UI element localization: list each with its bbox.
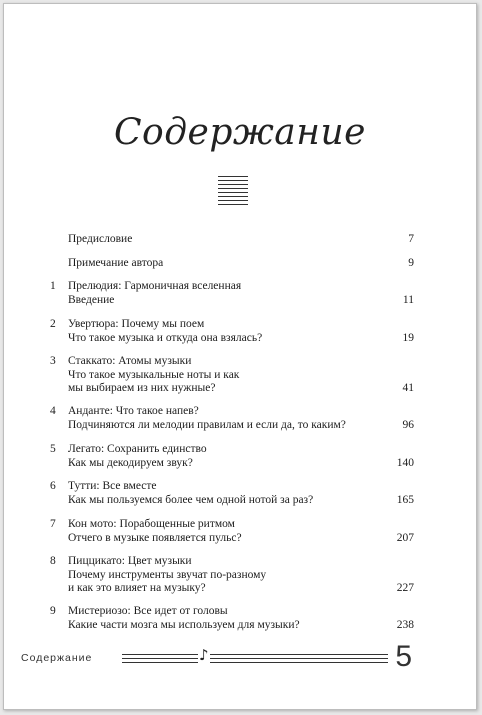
chapter-number: 1 [50,280,56,292]
footer-staff-lines [122,652,388,666]
page-ref: 96 [402,418,414,431]
chapter-number: 6 [50,480,56,492]
entry-title-line: Подчиняются ли мелодии правилам и если да, то каким? [68,418,346,431]
entry-title-line: Увертюра: Почему мы поем [68,318,205,330]
page-number: 5 [395,640,412,673]
entry-title-line: Пиццикато: Цвет музыки [68,555,192,567]
entry-title [68,605,358,632]
entry-title-line: Примечание автора [68,257,164,269]
page-title: Содержание [114,112,366,153]
page-ref: 11 [402,293,414,306]
entry-title [68,280,358,307]
staff-lines-ornament [218,176,248,206]
page-ref: 238 [396,618,414,631]
entry-title-line: Отчего в музыке появляется пульс? [68,531,242,544]
entry-title-line: Анданте: Что такое напев? [68,405,199,417]
entry-title-line: мы выбираем из них нужные? [68,382,216,394]
entry-title-line: Что такое музыка и откуда она взялась? [68,331,263,344]
music-note-icon: ♪ [199,646,209,664]
chapter-number: 3 [50,355,56,367]
chapter-number: 4 [50,405,56,417]
entry-title-line: Кон мото: Порабощенные ритмом [68,518,235,530]
entry-title [68,555,358,596]
entry-title-line: Введение [68,293,115,306]
page-ref: 207 [396,531,414,544]
entry-title-line: Почему инструменты звучат по-разному [68,568,267,581]
entry-title-line: Как мы декодируем звук? [68,456,193,469]
entry-title-line: Стаккато: Атомы музыки [68,355,192,367]
entry-title [68,405,358,432]
entry-title [68,518,358,545]
entry-title-line: Легато: Сохранить единство [68,443,207,455]
page-ref: 140 [396,456,414,469]
entry-title-line: Как мы пользуемся более чем одной нотой за раз? [68,493,314,506]
book-page [3,3,477,710]
page-ref: 41 [402,382,414,394]
entry-title-line: Мистериозо: Все идет от головы [68,605,228,617]
entry-title [68,257,358,271]
chapter-number: 7 [50,518,56,530]
entry-title-line: Какие части мозга мы используем для музыки? [68,618,300,631]
entry-title-line: Предисловие [68,233,133,245]
entry-title [68,480,358,507]
page-ref: 9 [408,257,414,269]
entry-title-line: Прелюдия: Гармоничная вселенная [68,280,242,292]
entry-title [68,318,358,345]
entry-title [68,443,358,470]
chapter-number: 9 [50,605,56,617]
entry-title-line: Что такое музыкальные ноты и как [68,368,240,381]
entry-title-line: Тутти: Все вместе [68,480,157,492]
entry-title-line: и как это влияет на музыку? [68,582,206,594]
page-ref: 165 [396,493,414,506]
footer-section-label: Содержание [21,652,93,664]
chapter-number: 2 [50,318,56,330]
chapter-number: 8 [50,555,56,567]
entry-title [68,355,358,396]
entry-title [68,233,358,247]
chapter-number: 5 [50,443,56,455]
page-ref: 19 [402,331,414,344]
page-ref: 227 [396,582,414,594]
page-ref: 7 [408,233,414,245]
